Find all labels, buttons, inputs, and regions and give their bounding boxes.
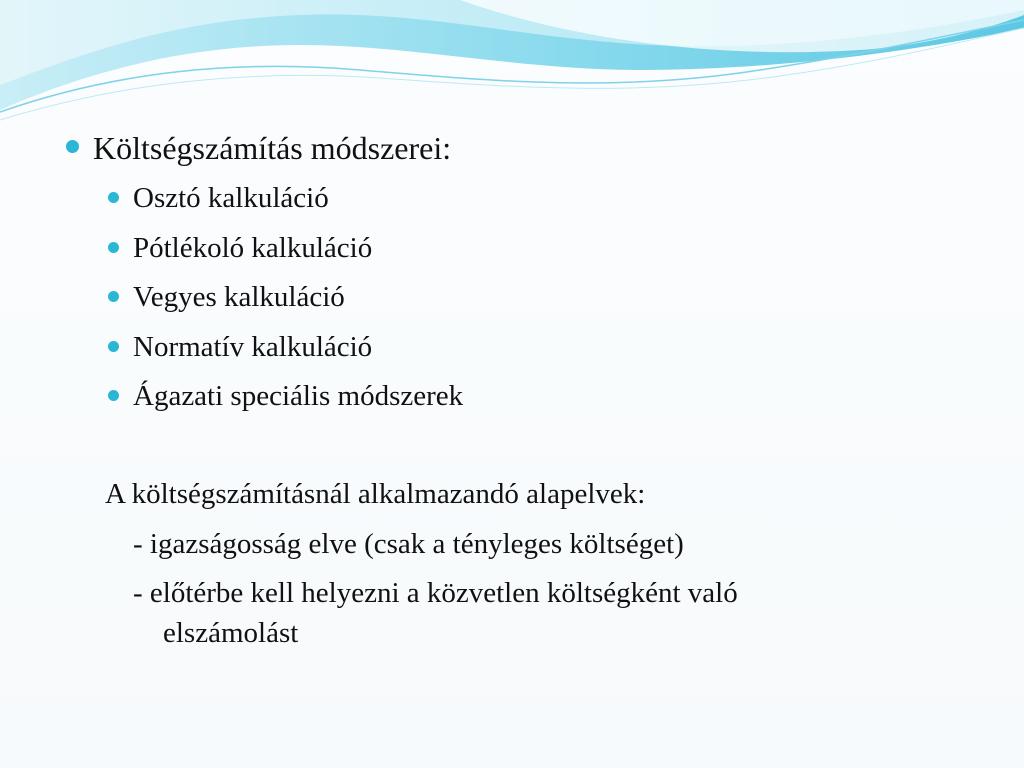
bullet-icon — [108, 192, 119, 203]
bullet-icon — [108, 242, 119, 253]
bullet-icon — [108, 341, 119, 352]
list-item-method: Ágazati speciális módszerek — [133, 380, 464, 412]
bullet-icon — [108, 291, 119, 302]
bullet-icon — [108, 390, 119, 401]
list-item-method: Normatív kalkuláció — [133, 331, 373, 363]
bullet-icon — [66, 140, 79, 153]
list-item-method: Osztó kalkuláció — [133, 182, 329, 214]
main-heading: Költségszámítás módszerei: — [93, 130, 452, 166]
principles-heading: A költségszámításnál alkalmazandó alapelvek: — [105, 478, 646, 510]
principle-text-continuation: elszámolást — [163, 617, 299, 649]
principle-text: - igazságosság elve (csak a tényleges költséget) — [133, 528, 684, 560]
list-item-method: Vegyes kalkuláció — [133, 281, 345, 313]
principle-text: - előtérbe kell helyezni a közvetlen költségként való — [133, 577, 738, 609]
list-item-method: Pótlékoló kalkuláció — [133, 232, 373, 264]
